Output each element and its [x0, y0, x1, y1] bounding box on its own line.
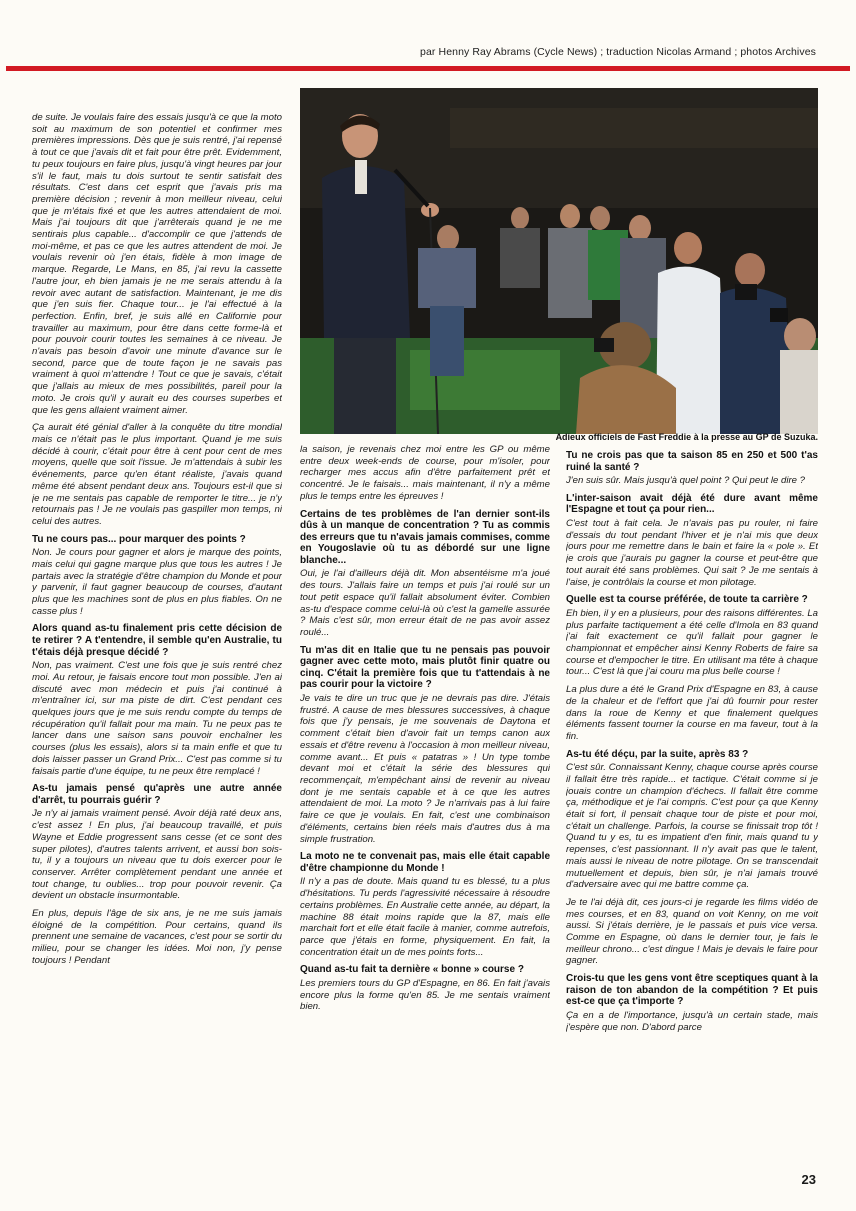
photo-caption: Adieux officiels de Fast Freddie à la presse au GP de Suzuka.	[555, 432, 818, 442]
article-paragraph: En plus, depuis l'âge de six ans, je ne me suis jamais éloigné de la compétition. Pour certains, quand ils prennent une semaine de vacances, c'est pour se sortir du milieu, pour se changer les idées. Moi non, j'y pense toujours ! Pendant	[32, 908, 282, 966]
article-paragraph: Non. Je cours pour gagner et alors je marque des points, mais celui qui gagne marque plus que tous les autres ! Je partais avec la stratégie d'être champion du Monde et pour y parvenir, il faut gagner beaucoup de courses, d'autant plus que les machines sont de plus en plus fiables. On ne casse plus !	[32, 547, 282, 617]
article-paragraph: Il n'y a pas de doute. Mais quand tu es blessé, tu a plus d'hésitations. Tu perds l'agressivité nécessaire à résoudre certains problèmes. En Australie cette année, au départ, la machine 88 était moins rapide que la 87, mais elle marchait fort et elle était facile à manier, comme autrefois, parce que j'étais en forme, physiquement. En fait, la concentration était un de mes points forts...	[300, 876, 550, 958]
article-column-2	[300, 444, 550, 1164]
interview-question: Tu ne crois pas que ta saison 85 en 250 et 500 t'as ruiné la santé ?	[566, 450, 818, 473]
article-column-3	[566, 444, 818, 1184]
interview-question: Crois-tu que les gens vont être sceptiques quant à la raison de ton abandon de la compétition ? Et puis est-ce que ça t'importe ?	[566, 973, 818, 1008]
article-column-1	[32, 112, 282, 1188]
interview-question: L'inter-saison avait déjà été dure avant même l'Espagne et tout ça pour rien...	[566, 492, 818, 516]
interview-question: Alors quand as-tu finalement pris cette décision de te retirer ? A t'entendre, il semble qu'en Australie, tu t'étais déjà presque décidé ?	[32, 623, 282, 658]
press-conference-photo	[300, 88, 818, 434]
interview-question: Tu ne cours pas... pour marquer des points ?	[32, 533, 246, 545]
article-paragraph: Oui, je l'ai d'ailleurs déjà dit. Mon absentéisme m'a joué des tours. J'allais faire un temps et puis j'ai roulé sur un tout petit espace qu'il fallait absolument éviter. Combien as-tu d'espace comme celui-là où c'est la gamelle assurée ? Mais c'est sûr, mon erreur était de ne pas avoir assez roulé...	[300, 568, 550, 638]
interview-question: Quelle est ta course préférée, de toute ta carrière ?	[566, 594, 808, 606]
article-paragraph: Eh bien, il y en a plusieurs, pour des raisons différentes. La plus parfaite tactiquement a été celle d'Imola en 83 quand j'ai fait exactement ce qu'il fallait pour gagner le championnat et empêcher ainsi Kenny Roberts de faire sa course et d'empocher le titre. En utilisant ma tête à chaque tour... C'est là que j'ai couru ma plus belle course !	[566, 607, 818, 678]
article-paragraph: de suite. Je voulais faire des essais jusqu'à ce que la moto soit au maximum de son potentiel et confirmer mes premières impressions. Dès que je suis rentré, j'ai repensé à tout ce que j'avais dit et fait pour être prêt. Evidemment, tu peux toujours en faire plus, jusqu'à vingt heures par jour s'il le faut, mais tu dois surtout te sentir satisfait des résultats. C'est dans cet esprit que j'avais pris ma première décision ; revenir à mon meilleur niveau, celui que je m'étais fixé et que les autres attendaient de moi. Mais j'ai toujours dit que j'arrêterais quand je ne me sentirais plus capable... d'accomplir ce que j'attends de moi-même, et pas ce que les autres attendent de moi. Je voulais revenir où j'en étais, fidèle à mon image de marque. Regarde, Le Mans, en 85, j'ai revu la cassette l'autre jour, eh bien jamais je ne me serais attendu à la revoir avec autant de satisfaction. Maintenant, je me dis que j'en suis fier. Chaque tour... je l'ai effectué à la perfection. Enfin, bref, je suis allé en Californie pour travailler au maximum, pour être dans cette forme-là et pour pouvoir courir toutes les semaines à ce niveau. Je n'avais pas besoin d'avoir une minute d'avance sur le second, parce que de toute façon je ne savais pas vraiment à quoi m'attendre ! Tout ce que je savais, c'était que j'allais au mieux de mes possibilités, pareil pour la moto. Je crois qu'il y aurait eu des courses superbes et que les gens allaient vraiment aimer.	[32, 112, 282, 416]
article-paragraph: Ça aurait été génial d'aller à la conquête du titre mondial mais ce n'était pas le plus important. Quand je me suis décidé à courir, c'était pour être à cent pour cent de mes moyens, quelle que soit l'issue. Je m'attendais à subir les événements, parce qu'en étant réaliste, j'avais quand même été absent pendant deux ans. Toujours est-il que si je ne me sentais pas capable de remporter le titre... je n'y retournais pas ! Je ne voulais pas gaspiller mon temps, ni celui des autres.	[32, 422, 282, 527]
article-credits: par Henny Ray Abrams (Cycle News) ; traduction Nicolas Armand ; photos Archives	[420, 46, 816, 58]
article-paragraph: C'est tout à fait cela. Je n'avais pas pu rouler, ni faire d'essais du tout pendant l'hiver et je n'ai mis que deux jours pour me remettre dans le bain et faire la « pole ». Et je crois que j'aurais pu gagner la course et peut-être que tout aurait été sans problèmes. Qui sait ? Je me sentais à l'aise, je contrôlais la course et mon pilotage.	[566, 518, 818, 588]
article-paragraph: Les premiers tours du GP d'Espagne, en 86. En fait j'avais encore plus la forme qu'en 85. Je me sentais vraiment bien.	[300, 977, 550, 1013]
page-number: 23	[801, 1172, 816, 1187]
article-paragraph: Je n'y ai jamais vraiment pensé. Avoir déjà raté deux ans, c'est assez ! En plus, j'ai beaucoup travaillé, et puis Wayne et Eddie progressent sans cesse (et ce sont des super pilotes), d'autres talents arrivent, et aussi bon sois-tu, il y a toujours un niveau que tu dois exercer pour le conserver. Arrêter complètement pendant une année et tout change, tu oublies... trop pour pouvoir revenir. Ça devient un obstacle insurmontable.	[32, 808, 282, 902]
interview-question: La moto ne te convenait pas, mais elle était capable d'être championne du Monde !	[300, 851, 550, 874]
interview-question: Certains de tes problèmes de l'an dernier sont-ils dûs à un manque de concentration ? Tu as commis des erreurs que tu n'avais jamais commises, comme en Yougoslavie où tu as débordé sur une ligne blanche...	[300, 508, 550, 566]
header-red-rule	[6, 66, 850, 71]
article-paragraph: Je vais te dire un truc que je ne devrais pas dire. J'étais frustré. A cause de mes blessures successives, à chaque fois que j'y pensais, je me souvenais de Daytona et comment c'était bien d'avoir fait un temps canon aux essais et d'être revenu à l'occasion à mon meilleur niveau, comme avant... Et puis « patatras » ! Un type tombe devant moi et c'était la série des blessures qui recommençait, m'empêchant ainsi de revenir au niveau dont je me sentais capable et à ce que les autres attendaient de moi. La moto ? Je n'arrivais pas à lui faire faire ce que je voulais. En fait, c'est une combinaison d'éléments, certains bien réels mais d'autres dus à ma simple frustration.	[300, 693, 550, 845]
interview-question: As-tu été déçu, par la suite, après 83 ?	[566, 748, 749, 760]
article-paragraph: C'est sûr. Connaissant Kenny, chaque course après course il fallait être très rapide... et tactique. C'était comme si je jouais contre un champion d'échecs. Il fallait être comme ça, méthodique et je l'ai compris. C'est pour ça que Kenny était si fort, il pensait chaque tour de piste et pour moi, c'était un challenge. Parfois, la course se finissait trop tôt ! Quand tu y es, tu es impatient d'en finir, mais quand tu y repenses, c'est passionnant. Il n'y avait pas que le talent, mais aussi le niveau de notre pilotage. On se transcendait mutuellement et depuis, bien sûr, je n'ai jamais trouvé d'adversaire avec qui me battre comme ça.	[566, 762, 818, 891]
article-paragraph: Je te l'ai déjà dit, ces jours-ci je regarde les films vidéo de mes courses, et en 83, quand on voit Kenny, on me voit aussi. Si j'étais derrière, je le passais et puis vice versa. Comme en Espagne, où dans le dernier tour, je fais le meilleur chrono... c'est dingue ! Mais je devais le faire pour gagner.	[566, 896, 818, 967]
interview-question: Quand as-tu fait ta dernière « bonne » course ?	[300, 964, 524, 976]
article-paragraph: J'en suis sûr. Mais jusqu'à quel point ? Qui peut le dire ?	[566, 475, 806, 487]
interview-question: Tu m'as dit en Italie que tu ne pensais pas pouvoir gagner avec cette moto, mais plutôt finir quatre ou cinq. C'était la première fois que tu t'attendais à ne pas courir pour la victoire ?	[300, 644, 550, 691]
article-paragraph: Non, pas vraiment. C'est une fois que je suis rentré chez moi. Au retour, je faisais encore tout mon possible. J'en ai discuté avec mon médecin et puis j'ai continué à m'entraîner ici, sur ma piste de dirt. C'est pendant ces quelques jours que je me suis rendu compte du temps de récupération qu'il fallait pour ma main. Tu ne peux pas te lancer dans une saison sans pouvoir enchaîner les courses (plus les essais), alors si ta main enfle et que tu dois laisser passer un Grand Prix... C'est pas comme si tu faisais partie d'une équipe, tu ne peux être remplacé !	[32, 660, 282, 777]
article-paragraph: La plus dure a été le Grand Prix d'Espagne en 83, à cause de la chaleur et de l'effort que j'ai dû fournir pour rester dans la roue de Kenny et que finalement quelques éléments fassent tourner la course en ma faveur, tout à la fin.	[566, 684, 818, 742]
interview-question: As-tu jamais pensé qu'après une autre année d'arrêt, tu pourrais guérir ?	[32, 783, 282, 806]
article-paragraph: la saison, je revenais chez moi entre les GP ou même entre deux week-ends de course, pour m'isoler, pour recharger mes accus afin d'être parfaitement prêt et concentré. Je le faisais... mais maintenant, il n'y a même plus le temps entre les épreuves !	[300, 444, 550, 502]
photo-illustration	[300, 88, 818, 434]
article-paragraph: Ça en a de l'importance, jusqu'à un certain stade, mais j'espère que non. D'abord parce	[566, 1009, 818, 1033]
